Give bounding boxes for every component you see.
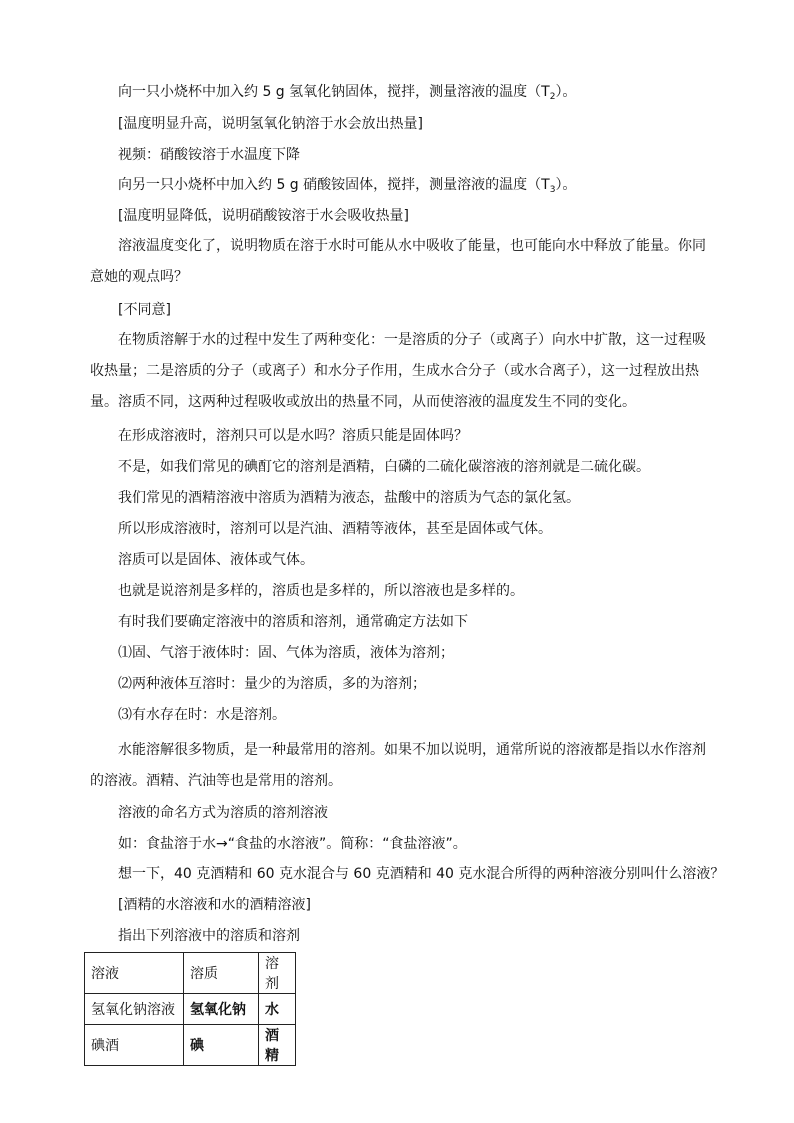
paragraph-answer-disagree: [不同意] <box>118 302 171 318</box>
paragraph-table-instruction: 指出下列溶液中的溶质和溶剂 <box>118 928 300 944</box>
table-header-row <box>85 953 296 994</box>
table-row <box>85 994 296 1025</box>
paragraph-solute-states: 溶质可以是固体、液体或气体。 <box>118 552 314 568</box>
paragraph-solvent-variety: 所以形成溶液时，溶剂可以是汽油、酒精等液体，甚至是固体或气体。 <box>118 521 552 537</box>
paragraph-solvent-question: 在形成溶液时，溶剂只可以是水吗？溶质只能是固体吗？ <box>118 428 468 444</box>
table-cell: 碘 <box>184 1025 259 1066</box>
paragraph-naming-example: 如：食盐溶于水→“食盐的水溶液”。简称：“食盐溶液”。 <box>118 836 467 852</box>
paragraph-naoh-result: [温度明显升高，说明氢氧化钠溶于水会放出热量] <box>118 116 423 132</box>
paragraph-nh4no3-result: [温度明显降低，说明硝酸铵溶于水会吸收热量] <box>118 208 409 224</box>
paragraph-naoh-experiment: 向一只小烧杯中加入约 5 g 氢氧化钠固体，搅拌，测量溶液的温度$(T_2)$。 <box>118 84 577 102</box>
paragraph-alcohol-example: 我们常见的酒精溶液中溶质为酒精为液态，盐酸中的溶质为气态的氯化氢。 <box>118 490 580 506</box>
paragraph-question-energy: 溶液温度变化了，说明物质在溶于水时可能从水中吸收了能量，也可能向水中释放了能量。你同意她的观点吗？ <box>90 238 706 285</box>
table-header-cell: 溶质 <box>184 953 259 994</box>
table-header-cell: 溶液 <box>85 953 184 994</box>
paragraph-mixing-answer: [酒精的水溶液和水的酒精溶液] <box>118 897 311 913</box>
paragraph-water-solvent: 水能溶解很多物质，是一种最常用的溶剂。如果不加以说明，通常所说的溶液都是指以水作溶剂的溶液。酒精、汽油等也是常用的溶剂。 <box>90 742 706 789</box>
paragraph-nh4no3-experiment: 向另一只小烧杯中加入约 5 g 硝酸铵固体，搅拌，测量溶液的温度$(T_3)$。 <box>118 177 577 195</box>
paragraph-dissolution-explanation: 在物质溶解于水的过程中发生了两种变化：一是溶质的分子（或离子）向水中扩散，这一过程吸收热量；二是溶质的分子（或离子）和水分子作用，生成水合分子（或水合离子），这一过程放出热量。溶质不同，这两种过程吸收或放出的热量不同，从而使溶液的温度发生不同的变化。 <box>90 332 706 410</box>
paragraph-diversity: 也就是说溶剂是多样的，溶质也是多样的，所以溶液也是多样的。 <box>118 583 524 599</box>
table-cell: 水 <box>259 994 296 1025</box>
list-item-rule-1: ⑴固、气溶于液体时：固、气体为溶质，液体为溶剂； <box>118 645 454 661</box>
table-row <box>85 1025 296 1066</box>
table-cell: 酒精 <box>259 1025 296 1066</box>
list-item-rule-3: ⑶有水存在时：水是溶剂。 <box>118 707 286 723</box>
table-cell: 氢氧化钠溶液 <box>85 994 184 1025</box>
table-cell: 氢氧化钠 <box>184 994 259 1025</box>
table-header-cell: 溶剂 <box>259 953 296 994</box>
paragraph-mixing-question: 想一下，40 克酒精和 60 克水混合与 60 克酒精和 40 克水混合所得的两种溶液分别叫什么溶液？ <box>118 866 725 882</box>
paragraph-naming-rule: 溶液的命名方式为溶质的溶剂溶液 <box>118 805 328 821</box>
solute-solvent-table <box>84 952 296 1066</box>
paragraph-video-title: 视频：硝酸铵溶于水温度下降 <box>118 147 300 163</box>
paragraph-iodine-example: 不是，如我们常见的碘酊它的溶剂是酒精，白磷的二硫化碳溶液的溶剂就是二硫化碳。 <box>118 459 650 475</box>
table-cell: 碘酒 <box>85 1025 184 1066</box>
list-item-rule-2: ⑵两种液体互溶时：量少的为溶质，多的为溶剂； <box>118 676 426 692</box>
paragraph-method-intro: 有时我们要确定溶液中的溶质和溶剂，通常确定方法如下 <box>118 614 468 630</box>
